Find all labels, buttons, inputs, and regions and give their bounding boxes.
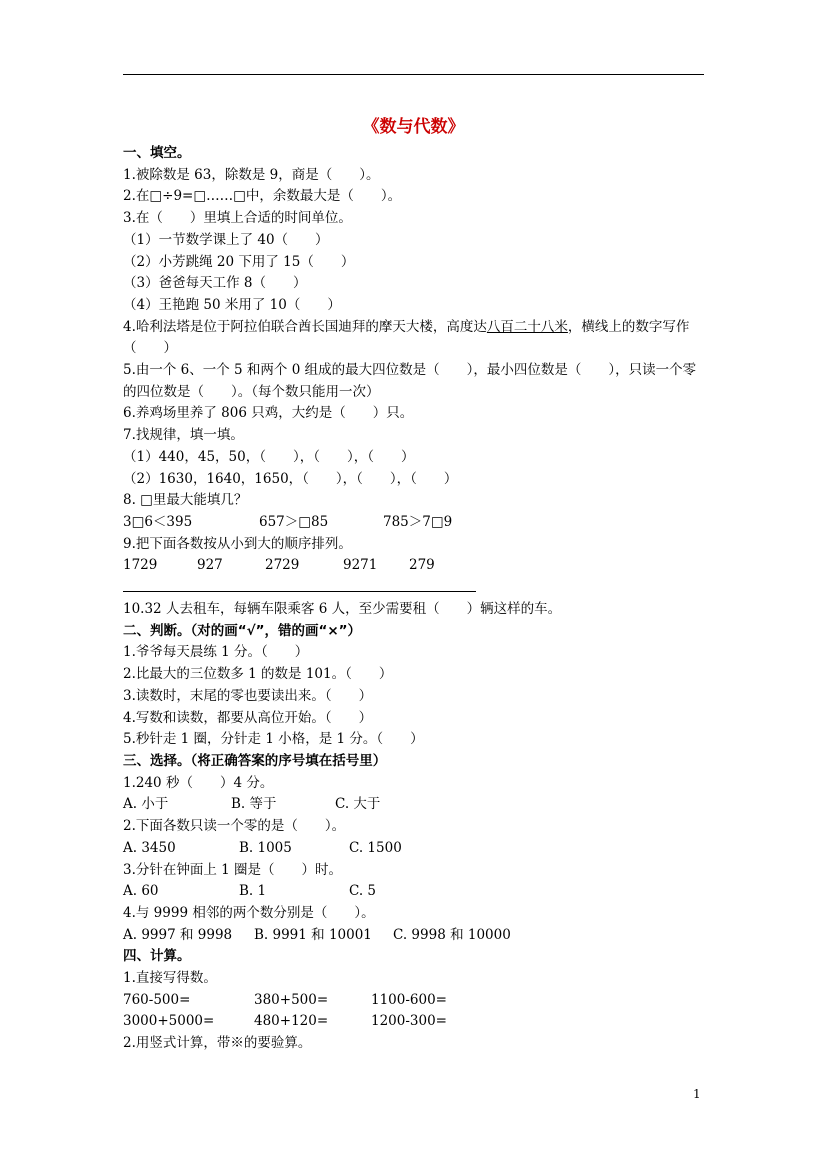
number-item: 279 <box>409 557 435 574</box>
calc-item: 1200-300= <box>371 1013 447 1030</box>
section-heading-calc: 四、计算。 <box>123 948 191 965</box>
question-1-4-text-a: 4.哈利法塔是位于阿拉伯联合酋长国迪拜的摩天大楼，高度达 <box>123 318 487 335</box>
option-a: A. 60 <box>123 883 159 900</box>
question-3-1: 1.240 秒（ ）4 分。 <box>123 774 274 791</box>
question-1-9: 9.把下面各数按从小到大的顺序排列。 <box>123 535 352 552</box>
page-title: 《数与代数》 <box>362 117 465 137</box>
page-number: 1 <box>693 1087 701 1101</box>
question-3-3-options <box>123 881 706 903</box>
calc-item: 480+120= <box>254 1013 329 1030</box>
question-2-1: 1.爷爷每天晨练 1 分。（ ） <box>123 644 309 661</box>
option-b: B. 1005 <box>239 839 292 856</box>
question-1-1: 1.被除数是 63，除数是 9，商是（ ）。 <box>123 166 380 183</box>
question-2-4: 4.写数和读数，都要从高位开始。（ ） <box>123 709 373 726</box>
number-item: 1729 <box>123 557 158 574</box>
calc-item: 3000+5000= <box>123 1013 215 1030</box>
question-3-3: 3.分针在钟面上 1 圈是（ ）时。 <box>123 861 343 878</box>
question-1-4 <box>123 317 706 360</box>
option-b: B. 1 <box>239 883 267 900</box>
number-item: 9271 <box>343 557 378 574</box>
number-item: 2729 <box>265 557 300 574</box>
calc-item: 380+500= <box>254 991 329 1008</box>
question-1-7-2: （2）1630，1640，1650，（ ），（ ），（ ） <box>123 470 458 487</box>
option-a: A. 小于 <box>123 796 169 813</box>
header-rule <box>123 74 704 75</box>
calc-row-1 <box>123 990 706 1012</box>
question-3-2-options <box>123 838 706 860</box>
question-1-3-3: （3）爸爸每天工作 8（ ） <box>123 275 307 292</box>
question-4-1: 1.直接写得数。 <box>123 970 217 987</box>
section-heading-judge: 二、判断。（对的画“√”，错的画“×”） <box>123 622 362 639</box>
question-1-2: 2.在□÷9=□……□中，余数最大是（ ）。 <box>123 188 402 205</box>
question-1-8-item-b: 657＞□85 <box>259 513 329 530</box>
option-c: C. 大于 <box>335 796 381 813</box>
option-b: B. 等于 <box>231 796 277 813</box>
calc-row-2 <box>123 1011 706 1033</box>
question-2-3: 3.读数时，末尾的零也要读出来。（ ） <box>123 687 373 704</box>
answer-rule <box>123 591 476 592</box>
question-1-3-2: （2）小芳跳绳 20 下用了 15（ ） <box>123 253 355 270</box>
section-heading-choice: 三、选择。（将正确答案的序号填在括号里） <box>123 752 387 769</box>
question-1-3-1: （1）一节数学课上了 40（ ） <box>123 231 329 248</box>
question-1-7: 7.找规律，填一填。 <box>123 427 244 444</box>
question-3-2: 2.下面各数只读一个零的是（ ）。 <box>123 818 346 835</box>
option-c: C. 1500 <box>349 839 402 856</box>
question-1-8: 8. □里最大能填几？ <box>123 492 248 509</box>
question-1-9-numbers <box>123 555 706 577</box>
question-1-7-1: （1）440，45，50，（ ），（ ），（ ） <box>123 448 415 465</box>
option-c: C. 9998 和 10000 <box>393 926 511 943</box>
question-2-5: 5.秒针走 1 圈，分针走 1 小格，是 1 分。（ ） <box>123 731 424 748</box>
question-1-4-text-b: ，横线上的数字写作（ ） <box>123 318 690 357</box>
question-1-3-4: （4）王艳跑 50 米用了 10（ ） <box>123 296 341 313</box>
question-2-2: 2.比最大的三位数多 1 的数是 101。（ ） <box>123 666 393 683</box>
question-1-8-item-c: 785＞7□9 <box>383 513 453 530</box>
option-a: A. 3450 <box>123 839 176 856</box>
calc-item: 1100-600= <box>371 991 447 1008</box>
worksheet-body <box>123 143 706 1055</box>
question-1-6: 6.养鸡场里养了 806 只鸡，大约是（ ）只。 <box>123 405 414 422</box>
question-3-4: 4.与 9999 相邻的两个数分别是（ ）。 <box>123 904 375 921</box>
question-1-3: 3.在（ ）里填上合适的时间单位。 <box>123 210 352 227</box>
option-c: C. 5 <box>349 883 377 900</box>
number-item: 927 <box>197 557 223 574</box>
option-b: B. 9991 和 10001 <box>254 926 372 943</box>
question-1-4-underlined: 八百二十八米 <box>486 318 568 335</box>
question-3-1-options <box>123 794 706 816</box>
calc-item: 760-500= <box>123 991 191 1008</box>
question-3-4-options <box>123 925 706 947</box>
question-4-2: 2.用竖式计算，带※的要验算。 <box>123 1035 312 1052</box>
question-1-8-item-a: 3□6＜395 <box>123 513 193 530</box>
answer-line <box>123 577 706 599</box>
option-a: A. 9997 和 9998 <box>123 926 233 943</box>
question-1-10: 10.32 人去租车，每辆车限乘客 6 人，至少需要租（ ）辆这样的车。 <box>123 601 562 618</box>
section-heading-fill: 一、填空。 <box>123 145 191 161</box>
question-1-5: 5.由一个 6、一个 5 和两个 0 组成的最大四位数是（ ），最小四位数是（ ），只读一个零的四位数是（ ）。（每个数只能用一次） <box>123 362 697 400</box>
question-1-8-items <box>123 512 706 534</box>
